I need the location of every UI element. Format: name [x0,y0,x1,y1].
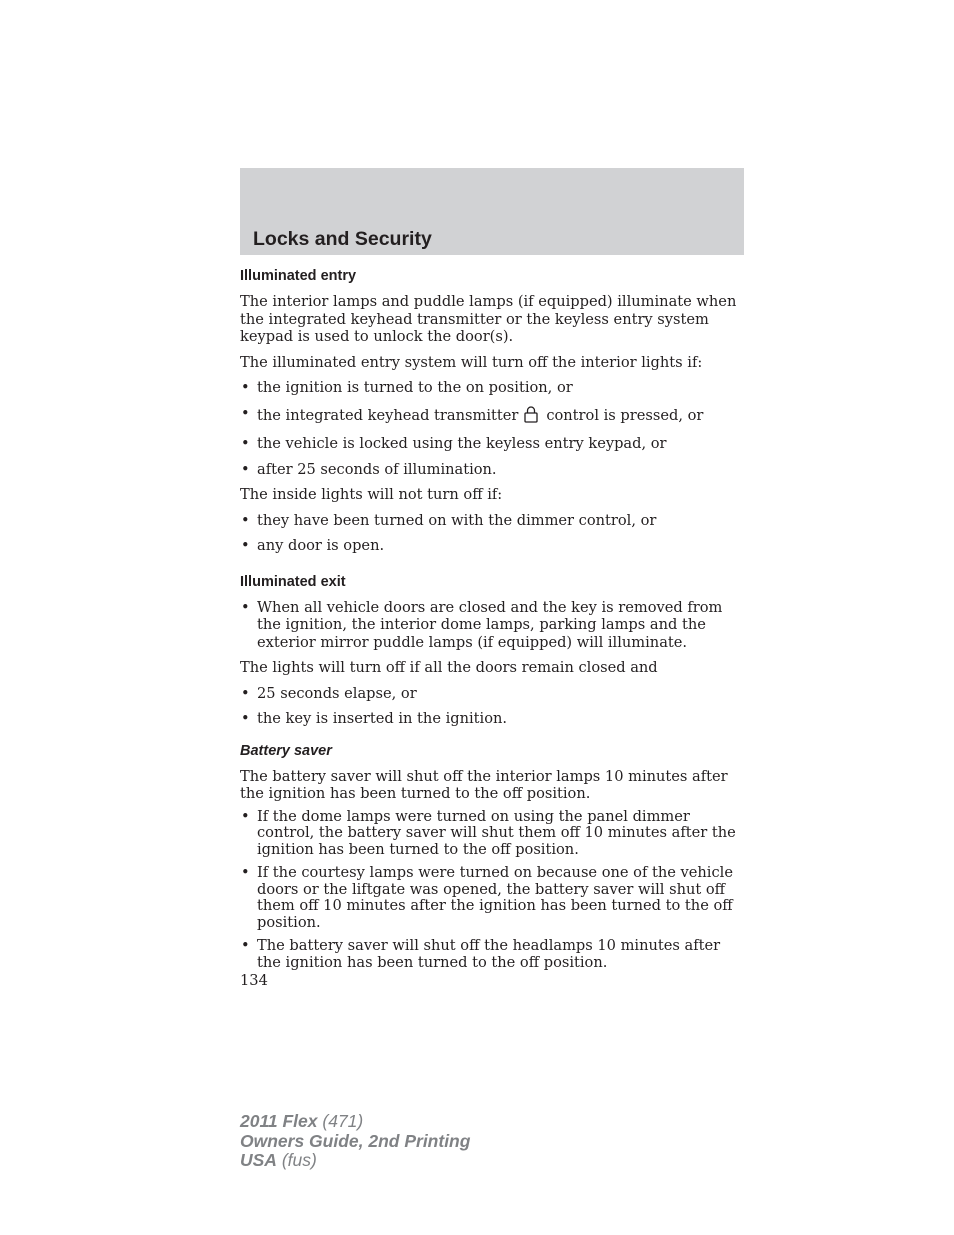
list-item-text: control is pressed, or [546,406,704,424]
heading-illuminated-entry: Illuminated entry [240,268,357,284]
bullet-list [240,379,746,478]
bullet-list [240,809,746,972]
list-item: • the ignition is turned to the on position, or [240,379,746,397]
bullet-list [240,599,746,652]
footer-code: (471) [317,1111,364,1131]
heading-battery-saver: Battery saver [240,742,332,759]
list-item-text: the integrated keyhead transmitter [257,406,519,424]
section-header-band [240,168,744,255]
footer-line [240,1112,470,1132]
footer-market: USA [240,1150,277,1170]
page-number: 134 [240,972,268,989]
list-item: • If the dome lamps were turned on using the panel dimmer control, the battery saver will shut them off 10 minutes after the ignition has been turned to the off position. [240,809,746,859]
list-item: • they have been turned on with the dimmer control, or [240,512,746,530]
list-item: • When all vehicle doors are closed and the key is removed from the ignition, the interior dome lamps, parking lamps and the exterior mirror puddle lamps (if equipped) will illuminate. [240,599,746,652]
footer-imprint [240,1112,470,1171]
footer-line [240,1151,470,1171]
lock-icon [522,405,540,428]
section-title: Locks and Security [253,228,432,250]
list-item: • The battery saver will shut off the headlamps 10 minutes after the ignition has been turned to the off position. [240,938,746,971]
footer-model: 2011 Flex [240,1111,318,1131]
footer-guide: Owners Guide, 2nd Printing [240,1130,471,1151]
paragraph: The illuminated entry system will turn off the interior lights if: [240,353,703,371]
paragraph: The lights will turn off if all the doors remain closed and [240,659,658,676]
footer-market-code: (fus) [276,1150,317,1170]
list-item [240,405,746,428]
heading-illuminated-exit: Illuminated exit [240,573,346,590]
list-item: • 25 seconds elapse, or [240,685,746,703]
bullet-list [240,685,746,728]
footer-line [240,1132,470,1152]
paragraph: The inside lights will not turn off if: [240,486,503,503]
page-content [240,268,746,990]
list-item: • the key is inserted in the ignition. [240,710,746,728]
bullet-list [240,512,746,555]
paragraph: The interior lamps and puddle lamps (if equipped) illuminate when the integrated keyhead transmitter or the keyless entry system keypad is used to unlock the door(s). [240,293,737,345]
list-item: • the vehicle is locked using the keyless entry keypad, or [240,435,746,453]
paragraph: The battery saver will shut off the interior lamps 10 minutes after the ignition has been turned to the off position. [240,767,728,802]
list-item: • after 25 seconds of illumination. [240,461,746,479]
list-item: • any door is open. [240,537,746,555]
list-item: • If the courtesy lamps were turned on because one of the vehicle doors or the liftgate was opened, the battery saver will shut off them off 10 minutes after the ignition has been turned to the off position. [240,865,746,931]
